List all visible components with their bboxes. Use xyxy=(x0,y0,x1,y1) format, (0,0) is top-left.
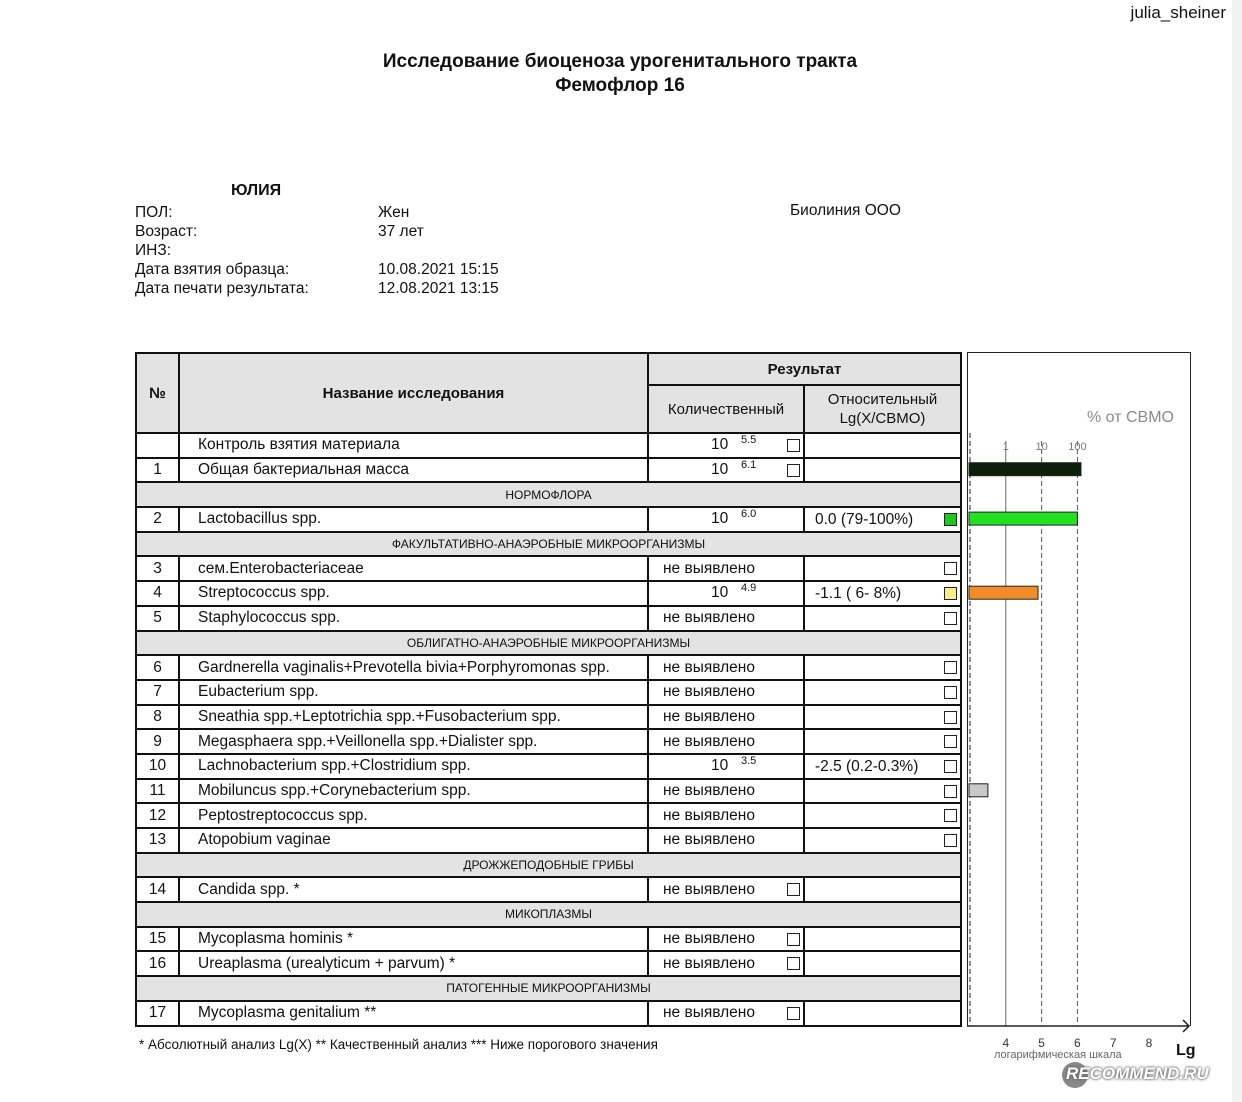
qty-text: не выявлено xyxy=(663,806,755,824)
patient-name: ЮЛИЯ xyxy=(231,182,282,199)
table-row xyxy=(136,705,961,730)
chart-axis-label: Lg xyxy=(1176,1042,1196,1059)
table-row xyxy=(136,680,961,705)
patient-info-value: 37 лет xyxy=(378,223,424,240)
chart-lg-tick: 8 xyxy=(1145,1036,1153,1050)
table-row xyxy=(136,754,961,779)
relative-indicator xyxy=(944,513,957,526)
row-relative xyxy=(804,433,961,458)
patient-info-values xyxy=(378,203,499,298)
row-relative xyxy=(804,458,961,483)
row-name: Streptococcus spp. xyxy=(179,581,648,606)
patient-info-value: 10.08.2021 15:15 xyxy=(378,261,499,278)
relative-indicator xyxy=(944,809,957,822)
table-row xyxy=(136,655,961,680)
row-quantitative xyxy=(648,754,804,779)
row-name: Общая бактериальная масса xyxy=(179,458,648,483)
qty-text: не выявлено xyxy=(663,683,755,701)
qty-exponent: 6.0 xyxy=(741,508,757,521)
chart-percent-tick: 100 xyxy=(1068,441,1087,453)
qty-exponent: 3.5 xyxy=(741,754,757,767)
row-quantitative xyxy=(648,803,804,828)
row-name: Sneathia spp.+Leptotrichia spp.+Fusobacterium spp. xyxy=(179,705,648,730)
row-relative xyxy=(804,705,961,730)
report-title xyxy=(0,50,1240,98)
header-relative-line-2: Lg(X/СВМО) xyxy=(839,410,926,427)
table-row xyxy=(136,951,961,976)
row-quantitative xyxy=(648,951,804,976)
row-number: 7 xyxy=(136,680,179,705)
row-relative xyxy=(804,754,961,779)
row-number: 17 xyxy=(136,1001,179,1026)
chart-bar xyxy=(969,586,1038,599)
patient-info-labels xyxy=(135,203,309,298)
qty-text: не выявлено xyxy=(663,1004,755,1022)
row-name: Ureaplasma (urealyticum + parvum) * xyxy=(179,951,648,976)
qty-base: 10 xyxy=(711,436,729,453)
chart-scale-label: логарифмическая шкала xyxy=(994,1049,1122,1061)
qty-checkbox xyxy=(787,933,800,946)
row-number: 6 xyxy=(136,655,179,680)
relative-indicator xyxy=(944,785,957,798)
qty-text: не выявлено xyxy=(663,559,755,577)
qty-text: не выявлено xyxy=(663,658,755,676)
row-name: Atopobium vaginae xyxy=(179,828,648,853)
section-row xyxy=(136,902,961,927)
qty-text: не выявлено xyxy=(663,954,755,972)
watermark: julia_sheiner xyxy=(1130,3,1226,22)
qty-checkbox xyxy=(787,439,800,452)
relative-indicator xyxy=(944,661,957,674)
row-relative xyxy=(804,1001,961,1026)
row-number: 4 xyxy=(136,581,179,606)
recommend-watermark: RECOMMEND.RU xyxy=(1066,1064,1209,1083)
row-name: Gardnerella vaginalis+Prevotella bivia+Porphyromonas spp. xyxy=(179,655,648,680)
relative-indicator xyxy=(944,711,957,724)
results-body xyxy=(136,433,961,1026)
title-line-2: Фемофлор 16 xyxy=(555,75,685,96)
patient-info-label: Возраст: xyxy=(135,223,198,240)
table-row xyxy=(136,927,961,952)
qty-base: 10 xyxy=(711,756,729,774)
relative-indicator xyxy=(944,735,957,748)
row-name: Megasphaera spp.+Veillonella spp.+Dialister spp. xyxy=(179,729,648,754)
relative-indicator xyxy=(944,834,957,847)
section-row xyxy=(136,631,961,656)
row-number: 9 xyxy=(136,729,179,754)
row-number: 2 xyxy=(136,507,179,532)
row-quantitative xyxy=(648,458,804,483)
qty-exponent: 4.9 xyxy=(741,582,757,595)
table-row xyxy=(136,828,961,853)
section-title: ФАКУЛЬТАТИВНО-АНАЭРОБНЫЕ МИКРООРГАНИЗМЫ xyxy=(136,532,961,557)
table-row xyxy=(136,606,961,631)
qty-text: не выявлено xyxy=(663,831,755,849)
title-line-1: Исследование биоценоза урогенитального тракта xyxy=(382,51,858,72)
lab-name: Биолиния ООО xyxy=(790,202,901,219)
qty-text: не выявлено xyxy=(663,707,755,725)
row-name: Lachnobacterium spp.+Clostridium spp. xyxy=(179,754,648,779)
table-row xyxy=(136,458,961,483)
chart-percent-tick: 10 xyxy=(1035,441,1048,453)
section-row xyxy=(136,976,961,1001)
table-row xyxy=(136,877,961,902)
row-name: Eubacterium spp. xyxy=(179,680,648,705)
qty-checkbox xyxy=(787,1007,800,1020)
row-number: 5 xyxy=(136,606,179,631)
row-relative xyxy=(804,828,961,853)
qty-text: не выявлено xyxy=(663,732,755,750)
qty-checkbox xyxy=(787,957,800,970)
chart-bar xyxy=(969,784,988,797)
row-name: сем.Enterobacteriaceae xyxy=(179,556,648,581)
chart-percent-label: % от СВМО xyxy=(1087,409,1174,426)
row-quantitative xyxy=(648,680,804,705)
qty-checkbox xyxy=(787,464,800,477)
header-quantitative: Количественный xyxy=(648,385,804,433)
patient-info-label: ПОЛ: xyxy=(135,204,173,221)
section-row xyxy=(136,482,961,507)
chart-lg-tick: 7 xyxy=(1109,1036,1117,1050)
row-name: Peptostreptococcus spp. xyxy=(179,803,648,828)
row-relative xyxy=(804,556,961,581)
row-relative xyxy=(804,927,961,952)
row-number: 1 xyxy=(136,458,179,483)
row-number: 10 xyxy=(136,754,179,779)
section-title: МИКОПЛАЗМЫ xyxy=(136,902,961,927)
section-title: НОРМОФЛОРА xyxy=(136,482,961,507)
qty-base: 10 xyxy=(711,460,729,478)
qty-exponent: 5.5 xyxy=(741,434,757,446)
row-quantitative xyxy=(648,606,804,631)
row-name: Mobiluncus spp.+Corynebacterium spp. xyxy=(179,779,648,804)
qty-text: не выявлено xyxy=(663,930,755,948)
relative-indicator xyxy=(944,562,957,575)
chart-lg-tick: 6 xyxy=(1074,1036,1081,1050)
header-num: № xyxy=(136,353,179,433)
qty-base: 10 xyxy=(711,584,729,602)
row-number: 3 xyxy=(136,556,179,581)
chart-svg xyxy=(967,352,1207,1062)
row-quantitative xyxy=(648,655,804,680)
header-relative-line-1: Относительный xyxy=(827,391,938,408)
row-number xyxy=(136,433,179,458)
row-quantitative xyxy=(648,729,804,754)
patient-info-label: Дата печати результата: xyxy=(135,280,309,297)
patient-info-value xyxy=(378,241,499,260)
chart-area xyxy=(967,352,1191,1050)
row-name: Mycoplasma genitalium ** xyxy=(179,1001,648,1026)
relative-text: 0.0 (79-100%) xyxy=(815,511,914,529)
relative-indicator xyxy=(944,686,957,699)
row-quantitative xyxy=(648,1001,804,1026)
row-relative xyxy=(804,803,961,828)
section-title: ОБЛИГАТНО-АНАЭРОБНЫЕ МИКРООРГАНИЗМЫ xyxy=(136,631,961,656)
patient-info-label: Дата взятия образца: xyxy=(135,261,290,278)
relative-text: -1.1 ( 6- 8%) xyxy=(815,585,902,603)
results-table xyxy=(135,352,962,1027)
row-quantitative xyxy=(648,556,804,581)
patient-info-value: Жен xyxy=(378,204,410,221)
table-row xyxy=(136,507,961,532)
row-relative xyxy=(804,729,961,754)
chart-lg-tick: 5 xyxy=(1038,1036,1045,1050)
row-quantitative xyxy=(648,828,804,853)
row-name: Lactobacillus spp. xyxy=(179,507,648,532)
row-number: 14 xyxy=(136,877,179,902)
row-relative xyxy=(804,606,961,631)
table-row xyxy=(136,433,961,458)
row-number: 11 xyxy=(136,779,179,804)
row-number: 8 xyxy=(136,705,179,730)
row-quantitative xyxy=(648,507,804,532)
chart-bar xyxy=(969,463,1081,476)
header-name: Название исследования xyxy=(179,353,648,433)
row-number: 16 xyxy=(136,951,179,976)
table-row xyxy=(136,581,961,606)
row-relative xyxy=(804,581,961,606)
row-name: Candida spp. * xyxy=(179,877,648,902)
row-quantitative xyxy=(648,779,804,804)
row-name: Staphylococcus spp. xyxy=(179,606,648,631)
relative-text: -2.5 (0.2-0.3%) xyxy=(815,757,919,775)
row-relative xyxy=(804,507,961,532)
table-row xyxy=(136,779,961,804)
section-title: ДРОЖЖЕПОДОБНЫЕ ГРИБЫ xyxy=(136,853,961,878)
table-row xyxy=(136,556,961,581)
qty-checkbox xyxy=(787,883,800,896)
table-row xyxy=(136,803,961,828)
section-row xyxy=(136,853,961,878)
row-number: 12 xyxy=(136,803,179,828)
row-relative xyxy=(804,680,961,705)
table-row xyxy=(136,729,961,754)
qty-text: не выявлено xyxy=(663,880,755,898)
footnote: * Абсолютный анализ Lg(X) ** Качественный анализ *** Ниже порогового значения xyxy=(139,1037,658,1052)
row-number: 15 xyxy=(136,927,179,952)
section-title: ПАТОГЕННЫЕ МИКРООРГАНИЗМЫ xyxy=(136,976,961,1001)
qty-text: не выявлено xyxy=(663,781,755,799)
row-relative xyxy=(804,877,961,902)
header-result: Результат xyxy=(648,353,961,385)
row-name: Контроль взятия материала xyxy=(179,433,648,458)
patient-info-label: ИНЗ: xyxy=(135,242,172,259)
row-name: Mycoplasma hominis * xyxy=(179,927,648,952)
chart-bar xyxy=(969,512,1077,525)
row-quantitative xyxy=(648,705,804,730)
table-row xyxy=(136,1001,961,1026)
relative-indicator xyxy=(944,587,957,600)
qty-exponent: 6.1 xyxy=(741,458,757,471)
chart-percent-tick: 1 xyxy=(1002,441,1009,453)
row-number: 13 xyxy=(136,828,179,853)
qty-base: 10 xyxy=(711,510,729,528)
qty-text: не выявлено xyxy=(663,609,755,627)
row-quantitative xyxy=(648,877,804,902)
row-quantitative xyxy=(648,927,804,952)
relative-indicator xyxy=(944,760,957,773)
chart-lg-tick: 4 xyxy=(1002,1036,1010,1050)
section-row xyxy=(136,532,961,557)
row-quantitative xyxy=(648,581,804,606)
row-relative xyxy=(804,655,961,680)
row-quantitative xyxy=(648,433,804,458)
row-relative xyxy=(804,951,961,976)
relative-indicator xyxy=(944,612,957,625)
patient-info-value: 12.08.2021 13:15 xyxy=(378,280,499,297)
header-relative xyxy=(804,385,961,433)
row-relative xyxy=(804,779,961,804)
